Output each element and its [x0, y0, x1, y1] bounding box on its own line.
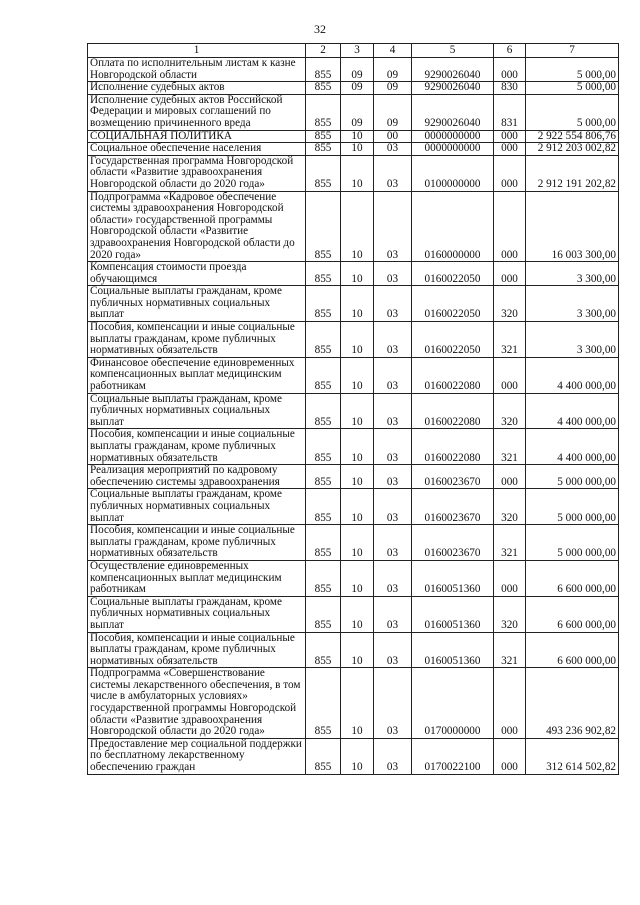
row-subsection: 03: [374, 560, 412, 596]
table-row: [88, 465, 619, 489]
row-name: Пособия, компенсации и иные социальные выплаты гражданам, кроме публичных нормативных обязательств: [88, 632, 306, 668]
row-ved: 855: [306, 143, 341, 156]
row-name: СОЦИАЛЬНАЯ ПОЛИТИКА: [88, 130, 306, 143]
row-section: 09: [341, 58, 374, 82]
row-amount: 493 236 902,82: [526, 668, 619, 739]
row-subsection: 03: [374, 489, 412, 525]
table-row: [88, 738, 619, 774]
row-section: 10: [341, 560, 374, 596]
table-row: [88, 191, 619, 262]
row-expense-type: 000: [494, 465, 526, 489]
row-subsection: 03: [374, 465, 412, 489]
row-section: 10: [341, 130, 374, 143]
row-expense-type: 830: [494, 82, 526, 95]
row-expense-type: 000: [494, 738, 526, 774]
row-amount: 2 912 191 202,82: [526, 155, 619, 191]
table-row: [88, 82, 619, 95]
row-name: Пособия, компенсации и иные социальные выплаты гражданам, кроме публичных нормативных обязательств: [88, 525, 306, 561]
table-row: [88, 155, 619, 191]
row-name: Социальные выплаты гражданам, кроме публичных нормативных социальных выплат: [88, 489, 306, 525]
row-expense-type: 321: [494, 429, 526, 465]
row-ved: 855: [306, 94, 341, 130]
row-subsection: 09: [374, 82, 412, 95]
row-ved: 855: [306, 155, 341, 191]
row-section: 10: [341, 668, 374, 739]
table-row: [88, 668, 619, 739]
row-target-article: 9290026040: [412, 82, 494, 95]
row-expense-type: 831: [494, 94, 526, 130]
row-section: 10: [341, 429, 374, 465]
row-amount: 312 614 502,82: [526, 738, 619, 774]
row-name: Подпрограмма «Кадровое обеспечение системы здравоохранения Новгородской области» государственной программы Новгородской области «Развитие здравоохранения Новгородской области до 2020 года»: [88, 191, 306, 262]
row-expense-type: 000: [494, 668, 526, 739]
row-name: Исполнение судебных актов Российской Федерации и мировых соглашений по возмещению причиненного вреда: [88, 94, 306, 130]
row-ved: 855: [306, 322, 341, 358]
header-col-5: 5: [412, 44, 494, 58]
row-name: Пособия, компенсации и иные социальные выплаты гражданам, кроме публичных нормативных обязательств: [88, 322, 306, 358]
row-target-article: 0160022080: [412, 429, 494, 465]
row-subsection: 03: [374, 286, 412, 322]
row-section: 10: [341, 143, 374, 156]
row-section: 10: [341, 489, 374, 525]
row-name: Предоставление мер социальной поддержки по бесплатному лекарственному обеспечению граждан: [88, 738, 306, 774]
table-row: [88, 525, 619, 561]
row-section: 10: [341, 525, 374, 561]
row-name: Государственная программа Новгородской области «Развитие здравоохранения Новгородской области до 2020 года»: [88, 155, 306, 191]
row-subsection: 03: [374, 393, 412, 429]
row-amount: 6 600 000,00: [526, 632, 619, 668]
row-subsection: 03: [374, 191, 412, 262]
table-row: [88, 596, 619, 632]
table-header-row: [88, 44, 619, 58]
row-target-article: 0000000000: [412, 130, 494, 143]
row-expense-type: 000: [494, 560, 526, 596]
row-subsection: 03: [374, 262, 412, 286]
table-row: [88, 357, 619, 393]
row-target-article: 0160023670: [412, 489, 494, 525]
row-ved: 855: [306, 596, 341, 632]
row-amount: 3 300,00: [526, 262, 619, 286]
table-row: [88, 489, 619, 525]
table-row: [88, 632, 619, 668]
table-row: [88, 130, 619, 143]
row-amount: 5 000 000,00: [526, 465, 619, 489]
row-amount: 3 300,00: [526, 286, 619, 322]
header-col-4: 4: [374, 44, 412, 58]
row-amount: 4 400 000,00: [526, 357, 619, 393]
row-amount: 5 000 000,00: [526, 525, 619, 561]
row-target-article: 0000000000: [412, 143, 494, 156]
row-target-article: 0160023670: [412, 465, 494, 489]
budget-table: [87, 43, 619, 775]
header-col-2: 2: [306, 44, 341, 58]
row-section: 09: [341, 82, 374, 95]
row-ved: 855: [306, 465, 341, 489]
row-target-article: 9290026040: [412, 94, 494, 130]
row-ved: 855: [306, 632, 341, 668]
header-col-1: 1: [88, 44, 306, 58]
row-target-article: 0160051360: [412, 632, 494, 668]
row-name: Социальные выплаты гражданам, кроме публичных нормативных социальных выплат: [88, 286, 306, 322]
row-subsection: 00: [374, 130, 412, 143]
table-row: [88, 286, 619, 322]
row-amount: 5 000,00: [526, 94, 619, 130]
row-ved: 855: [306, 525, 341, 561]
row-section: 10: [341, 596, 374, 632]
row-expense-type: 000: [494, 58, 526, 82]
row-amount: 4 400 000,00: [526, 393, 619, 429]
row-subsection: 03: [374, 357, 412, 393]
table-row: [88, 58, 619, 82]
row-target-article: 0160051360: [412, 596, 494, 632]
row-name: Оплата по исполнительным листам к казне Новгородской области: [88, 58, 306, 82]
row-name: Социальные выплаты гражданам, кроме публичных нормативных социальных выплат: [88, 596, 306, 632]
row-section: 10: [341, 286, 374, 322]
row-target-article: 0170000000: [412, 668, 494, 739]
header-col-7: 7: [526, 44, 619, 58]
row-subsection: 03: [374, 738, 412, 774]
row-target-article: 0160022050: [412, 322, 494, 358]
table-row: [88, 560, 619, 596]
row-section: 10: [341, 191, 374, 262]
row-expense-type: 320: [494, 596, 526, 632]
row-section: 10: [341, 322, 374, 358]
row-ved: 855: [306, 560, 341, 596]
table-row: [88, 322, 619, 358]
row-target-article: 0160000000: [412, 191, 494, 262]
page-number: 32: [314, 22, 326, 36]
row-amount: 5 000,00: [526, 82, 619, 95]
row-name: Социальное обеспечение населения: [88, 143, 306, 156]
row-expense-type: 000: [494, 262, 526, 286]
row-target-article: 0160022080: [412, 357, 494, 393]
row-amount: 2 912 203 002,82: [526, 143, 619, 156]
row-target-article: 0160023670: [412, 525, 494, 561]
row-target-article: 0160051360: [412, 560, 494, 596]
row-subsection: 03: [374, 668, 412, 739]
row-ved: 855: [306, 130, 341, 143]
row-section: 10: [341, 393, 374, 429]
row-amount: 16 003 300,00: [526, 191, 619, 262]
row-subsection: 09: [374, 94, 412, 130]
row-name: Финансовое обеспечение единовременных компенсационных выплат медицинским работникам: [88, 357, 306, 393]
row-name: Осуществление единовременных компенсационных выплат медицинским работникам: [88, 560, 306, 596]
row-amount: 4 400 000,00: [526, 429, 619, 465]
row-ved: 855: [306, 393, 341, 429]
row-subsection: 03: [374, 429, 412, 465]
row-subsection: 03: [374, 632, 412, 668]
row-amount: 5 000 000,00: [526, 489, 619, 525]
row-expense-type: 000: [494, 191, 526, 262]
row-expense-type: 321: [494, 632, 526, 668]
row-ved: 855: [306, 286, 341, 322]
row-subsection: 03: [374, 322, 412, 358]
row-name: Реализация мероприятий по кадровому обеспечению системы здравоохранения: [88, 465, 306, 489]
row-subsection: 03: [374, 596, 412, 632]
table-row: [88, 143, 619, 156]
row-subsection: 09: [374, 58, 412, 82]
table-row: [88, 262, 619, 286]
row-ved: 855: [306, 489, 341, 525]
row-amount: 2 922 554 806,76: [526, 130, 619, 143]
row-expense-type: 000: [494, 130, 526, 143]
row-section: 10: [341, 465, 374, 489]
row-expense-type: 321: [494, 322, 526, 358]
row-name: Компенсация стоимости проезда обучающимся: [88, 262, 306, 286]
row-ved: 855: [306, 668, 341, 739]
row-expense-type: 321: [494, 525, 526, 561]
header-col-3: 3: [341, 44, 374, 58]
row-name: Исполнение судебных актов: [88, 82, 306, 95]
row-target-article: 9290026040: [412, 58, 494, 82]
row-ved: 855: [306, 357, 341, 393]
row-ved: 855: [306, 191, 341, 262]
row-subsection: 03: [374, 155, 412, 191]
row-target-article: 0160022080: [412, 393, 494, 429]
row-subsection: 03: [374, 143, 412, 156]
row-section: 10: [341, 357, 374, 393]
row-subsection: 03: [374, 525, 412, 561]
row-ved: 855: [306, 262, 341, 286]
row-name: Социальные выплаты гражданам, кроме публичных нормативных социальных выплат: [88, 393, 306, 429]
row-expense-type: 320: [494, 489, 526, 525]
row-expense-type: 000: [494, 155, 526, 191]
row-section: 10: [341, 738, 374, 774]
row-target-article: 0100000000: [412, 155, 494, 191]
row-section: 10: [341, 632, 374, 668]
table-row: [88, 393, 619, 429]
row-name: Пособия, компенсации и иные социальные выплаты гражданам, кроме публичных нормативных обязательств: [88, 429, 306, 465]
row-amount: 3 300,00: [526, 322, 619, 358]
row-target-article: 0160022050: [412, 262, 494, 286]
row-amount: 6 600 000,00: [526, 596, 619, 632]
row-section: 10: [341, 155, 374, 191]
row-amount: 5 000,00: [526, 58, 619, 82]
row-amount: 6 600 000,00: [526, 560, 619, 596]
row-name: Подпрограмма «Совершенствование системы лекарственного обеспечения, в том числе в амбулаторных условиях» государственной программы Новгородской области «Развитие здравоохранения Новгородской области до 2020 года»: [88, 668, 306, 739]
row-section: 09: [341, 94, 374, 130]
table-row: [88, 94, 619, 130]
row-ved: 855: [306, 58, 341, 82]
table-row: [88, 429, 619, 465]
row-target-article: 0170022100: [412, 738, 494, 774]
row-ved: 855: [306, 82, 341, 95]
row-expense-type: 000: [494, 357, 526, 393]
row-section: 10: [341, 262, 374, 286]
row-ved: 855: [306, 429, 341, 465]
row-expense-type: 320: [494, 286, 526, 322]
row-ved: 855: [306, 738, 341, 774]
row-expense-type: 320: [494, 393, 526, 429]
row-expense-type: 000: [494, 143, 526, 156]
header-col-6: 6: [494, 44, 526, 58]
row-target-article: 0160022050: [412, 286, 494, 322]
